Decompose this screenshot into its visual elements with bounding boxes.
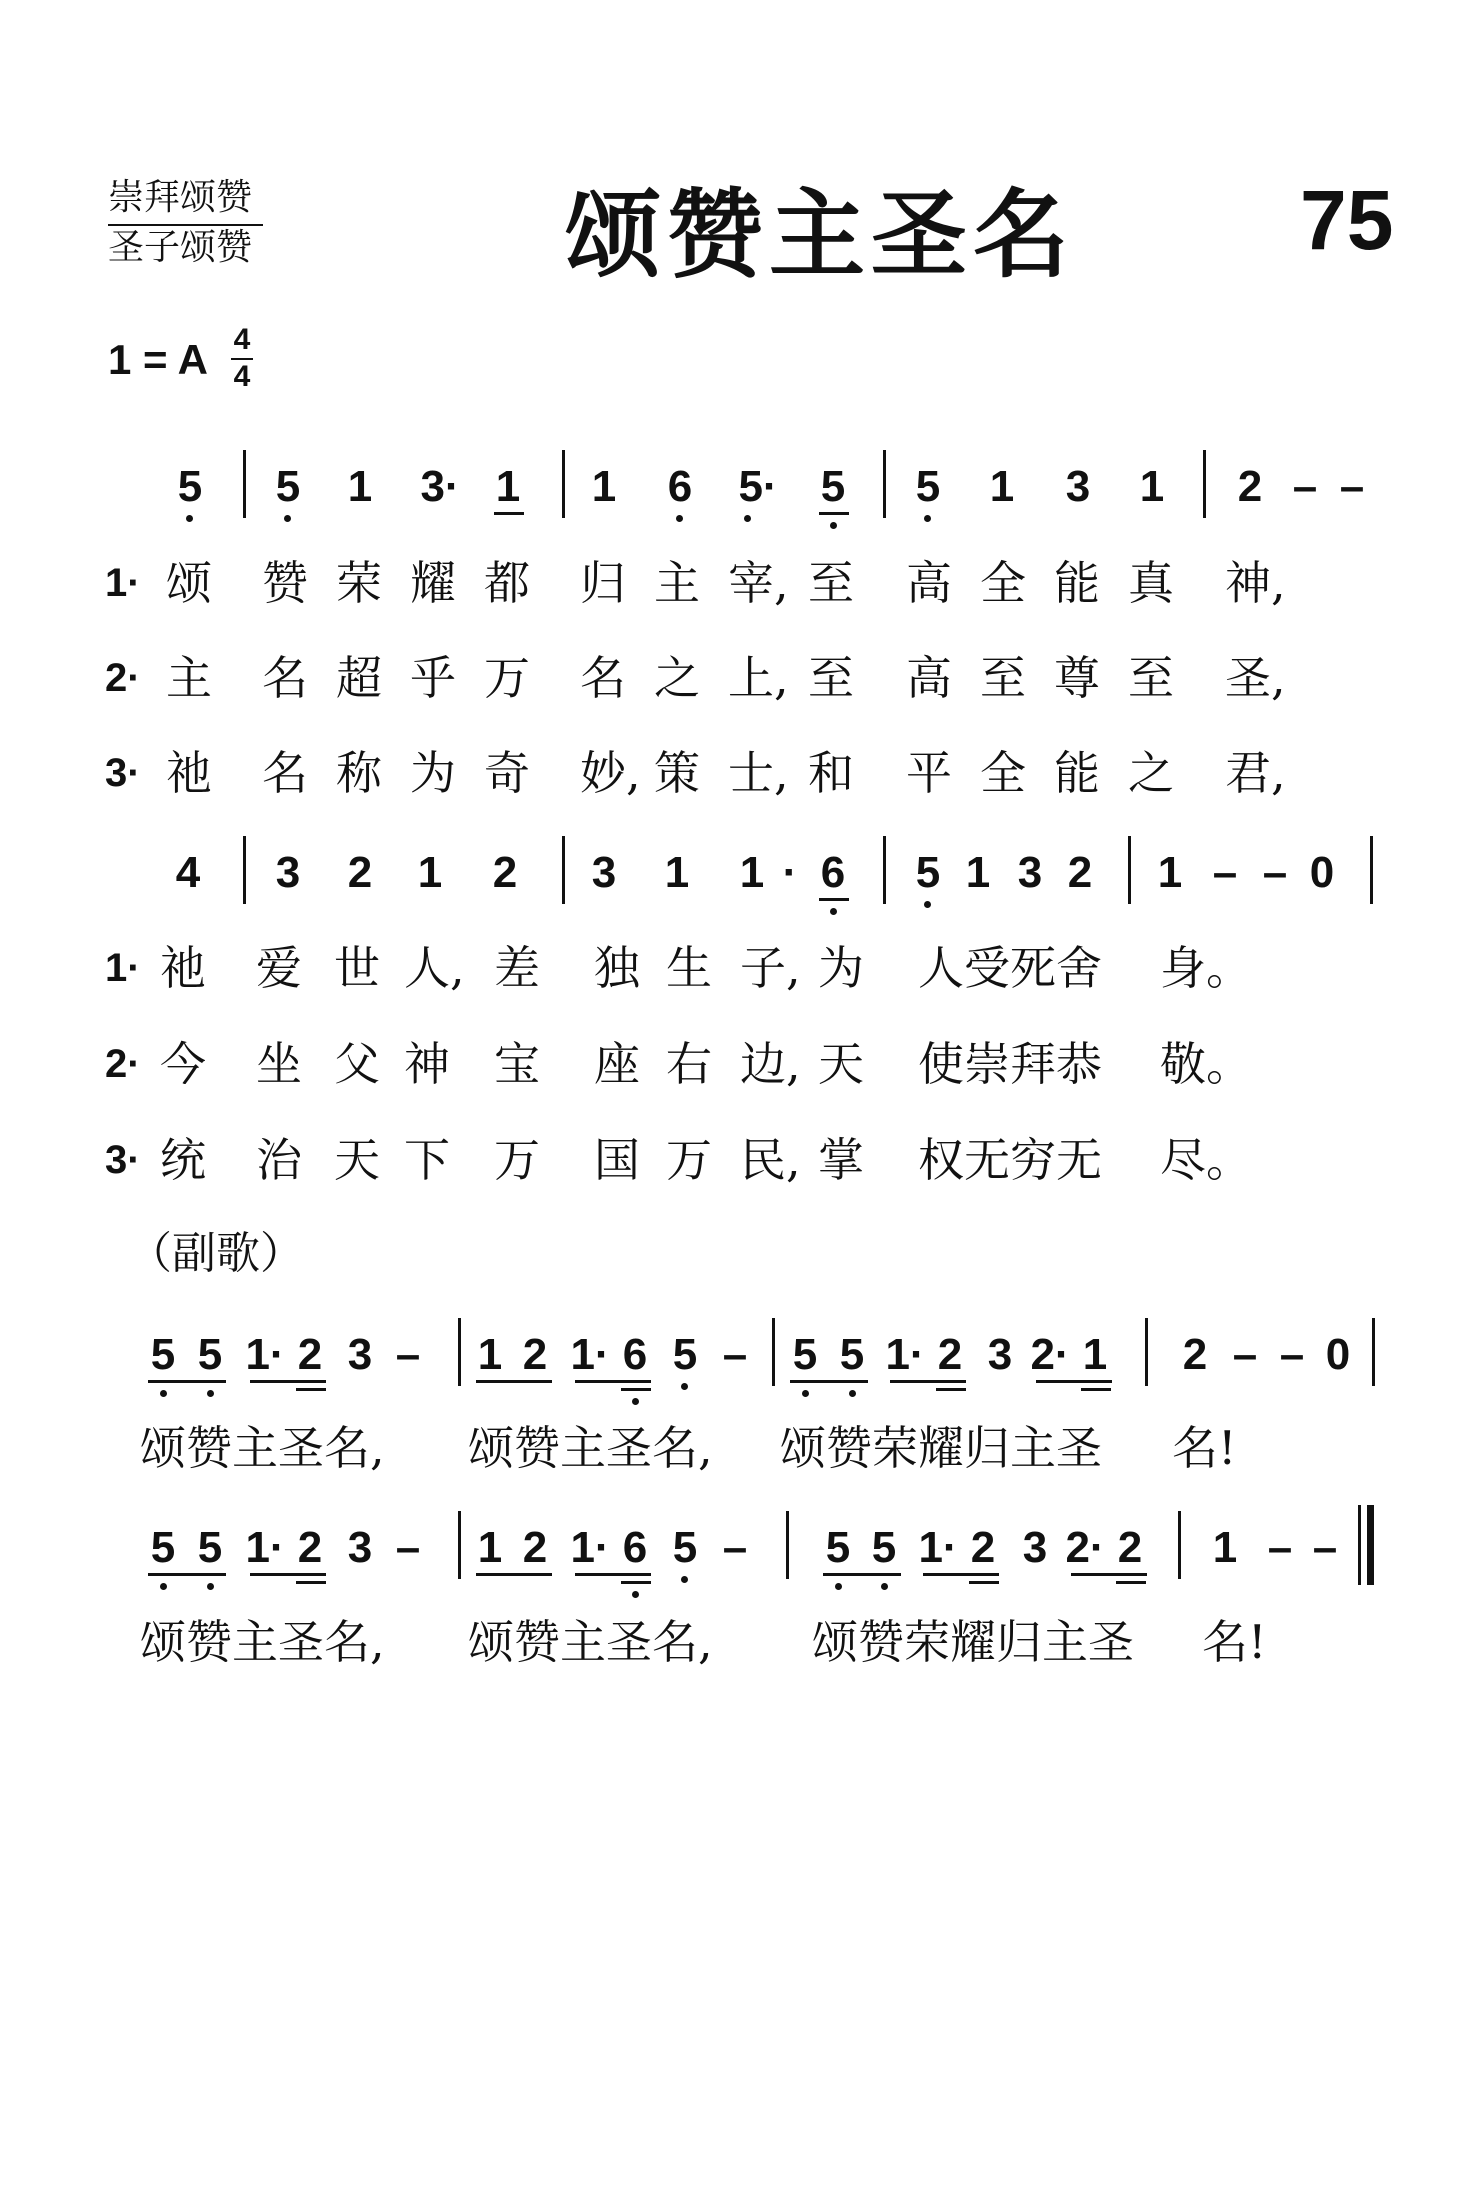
lyric: 之 [1128,746,1174,800]
lyric: 父 [334,1037,380,1091]
bar-line [243,836,246,904]
lyric: 生 [666,941,712,995]
note: 0 [1325,1330,1351,1379]
lyric: 和 [808,746,854,800]
note: 6 [820,848,846,897]
lower-octave-dot [160,1583,167,1590]
note: 3 [987,1330,1013,1379]
note: 1 [989,462,1015,511]
note: 2 [297,1330,323,1379]
lyric: 高 [906,556,952,610]
dash: – [722,1523,748,1572]
lyric: 今 [160,1037,206,1091]
dash: – [1267,1523,1293,1572]
lyric: 圣, [1225,651,1286,705]
note: 3· [420,462,460,511]
lower-octave-dot [830,522,837,529]
dash: – [1262,848,1288,897]
lyric: 归 [580,556,626,610]
note: 1 [347,462,373,511]
note: 1 [477,1523,503,1572]
bar-line [458,1511,461,1579]
note: 4 [175,848,201,897]
lyric: 坐 [256,1037,302,1091]
bar-line [1178,1511,1181,1579]
bar-line [1128,836,1131,904]
underline [819,898,849,901]
note: 5 [672,1523,698,1572]
lower-octave-dot [284,515,291,522]
underline [575,1380,651,1383]
note: 1· [570,1330,610,1379]
underline [296,1388,326,1391]
lyric: 至 [808,651,854,705]
lyric: 名 [580,651,626,705]
underline [575,1573,651,1576]
lyric: 权无穷无 [918,1133,1102,1187]
underline [296,1581,326,1584]
lower-octave-dot [835,1583,842,1590]
lyric: 爱 [256,941,302,995]
dot: · [782,848,798,897]
lower-octave-dot [681,1576,688,1583]
lyric: 尽。 [1160,1133,1252,1187]
underline [476,1573,552,1576]
lyric: 颂赞主圣名, [468,1615,713,1669]
underline [621,1581,651,1584]
category-bottom: 圣子颂赞 [108,227,253,268]
lyric: 之 [654,651,700,705]
dash: – [1212,848,1238,897]
note: 1 [1139,462,1165,511]
lyric: 妙, [580,746,641,800]
lyric: 名! [1172,1421,1237,1475]
lyric: 敬。 [1160,1037,1252,1091]
underline [890,1380,966,1383]
underline [819,512,849,515]
hymn-title: 颂赞主圣名 [565,179,1075,291]
lyric: 至 [980,651,1026,705]
final-bar-line-thin [1358,1505,1361,1585]
key-signature: 1 = A [108,336,208,383]
note: 2 [1182,1330,1208,1379]
bar-line [562,450,565,518]
lyric: 祂 [166,746,212,800]
note: 5 [792,1330,818,1379]
lyric: 至 [808,556,854,610]
verse-number: 1· [105,946,141,990]
note: 1· [245,1330,285,1379]
lyric: 人, [404,941,465,995]
note: 3 [347,1330,373,1379]
lyric: 全 [980,746,1026,800]
lyric: 差 [494,941,540,995]
lower-octave-dot [632,1398,639,1405]
lyric: 万 [494,1133,540,1187]
note: 3 [1022,1523,1048,1572]
verse-number: 3· [105,751,141,795]
underline [1071,1573,1147,1576]
note: 2 [522,1330,548,1379]
lyric: 天 [334,1133,380,1187]
bar-line [1372,1318,1375,1386]
note: 5 [820,462,846,511]
lyric: 尊 [1054,651,1100,705]
lyric: 主 [166,651,212,705]
note: 0 [1309,848,1335,897]
note: 2 [1237,462,1263,511]
note: 6 [622,1330,648,1379]
note: 1· [885,1330,925,1379]
dash: – [1232,1330,1258,1379]
lyric: 颂 [166,556,212,610]
bar-line [562,836,565,904]
lower-octave-dot [802,1390,809,1397]
bar-line [1203,450,1206,518]
note: 2 [937,1330,963,1379]
lyric: 奇 [484,746,530,800]
note: 5 [150,1330,176,1379]
note: 1· [918,1523,958,1572]
note: 1 [664,848,690,897]
lyric: 耀 [410,556,456,610]
bar-line [883,450,886,518]
lyric: 统 [160,1133,206,1187]
final-bar-line-thick [1367,1505,1374,1585]
underline [923,1573,999,1576]
underline [476,1380,552,1383]
note: 1 [1212,1523,1238,1572]
underline [790,1380,868,1383]
note: 5 [177,462,203,511]
underline [823,1573,901,1576]
note: 3 [1065,462,1091,511]
lyric: 为 [410,746,456,800]
lyric: 边, [740,1037,801,1091]
note: 1 [417,848,443,897]
note: 1 [965,848,991,897]
lower-octave-dot [186,515,193,522]
underline [494,512,524,515]
lyric: 真 [1128,556,1174,610]
note: 2 [347,848,373,897]
dash: – [1279,1330,1305,1379]
lower-octave-dot [744,515,751,522]
lyric: 天 [818,1037,864,1091]
note: 2· [1065,1523,1105,1572]
lyric: 颂赞荣耀归主圣 [780,1421,1102,1475]
lyric: 座 [594,1037,640,1091]
lyric: 祂 [160,941,206,995]
lyric: 能 [1054,556,1100,610]
lyric: 宰, [728,556,789,610]
lyric: 赞 [262,556,308,610]
underline [969,1581,999,1584]
dash: – [395,1330,421,1379]
lower-octave-dot [160,1390,167,1397]
verse-number: 1· [105,561,141,605]
lyric: 颂赞荣耀归主圣 [812,1615,1134,1669]
chorus-label: （副歌） [128,1228,304,1279]
lyric: 超 [336,651,382,705]
dash: – [1292,462,1318,511]
note: 5 [197,1330,223,1379]
lyric: 能 [1054,746,1100,800]
lyric: 荣 [336,556,382,610]
lyric: 民, [740,1133,801,1187]
category-top: 崇拜颂赞 [108,177,253,218]
lyric: 国 [594,1133,640,1187]
lyric: 颂赞主圣名, [140,1615,385,1669]
lyric: 世 [334,941,380,995]
lyric: 主 [654,556,700,610]
lower-octave-dot [676,515,683,522]
note: 1 [1082,1330,1108,1379]
bar-line [243,450,246,518]
dash: – [1312,1523,1338,1572]
underline [148,1380,226,1383]
note: 3 [347,1523,373,1572]
lyric: 名 [262,746,308,800]
note: 2 [970,1523,996,1572]
lyric: 人受死舍 [918,941,1102,995]
lyric: 名 [262,651,308,705]
lyric: 下 [404,1133,450,1187]
note: 2 [522,1523,548,1572]
note: 5 [839,1330,865,1379]
lyric: 子, [740,941,801,995]
underline [1036,1380,1112,1383]
lyric: 全 [980,556,1026,610]
bar-line [458,1318,461,1386]
dash: – [1339,462,1365,511]
note: 1 [477,1330,503,1379]
lyric: 身。 [1160,941,1252,995]
lower-octave-dot [207,1390,214,1397]
note: 5 [197,1523,223,1572]
lyric: 都 [484,556,530,610]
time-signature-bottom: 4 [233,360,251,393]
verse-number: 2· [105,1042,141,1086]
note: 5 [915,848,941,897]
bar-line [786,1511,789,1579]
lyric: 万 [666,1133,712,1187]
lyric: 颂赞主圣名, [140,1421,385,1475]
underline [1081,1388,1111,1391]
note: 2 [1117,1523,1143,1572]
note: 1 [1157,848,1183,897]
lyric: 右 [666,1037,712,1091]
note: 5 [150,1523,176,1572]
lower-octave-dot [849,1390,856,1397]
note: 2· [1030,1330,1070,1379]
note: 2 [1067,848,1093,897]
bar-line [883,836,886,904]
note: 2 [297,1523,323,1572]
lyric: 君, [1225,746,1286,800]
hymn-number: 75 [1300,173,1394,267]
note: 6 [667,462,693,511]
lyric: 称 [336,746,382,800]
time-signature-top: 4 [233,323,251,356]
bar-line [772,1318,775,1386]
underline [621,1388,651,1391]
note: 3 [275,848,301,897]
lyric: 名! [1202,1615,1267,1669]
lyric: 策 [654,746,700,800]
note: 5 [871,1523,897,1572]
lyric: 为 [818,941,864,995]
note: 1 [739,848,765,897]
lower-octave-dot [830,908,837,915]
underline [250,1573,326,1576]
lyric: 神 [404,1037,450,1091]
note: 5 [825,1523,851,1572]
lower-octave-dot [881,1583,888,1590]
underline [936,1388,966,1391]
bar-line [1370,836,1373,904]
lower-octave-dot [924,901,931,908]
lyric: 乎 [410,651,456,705]
lyric: 至 [1128,651,1174,705]
note: 5 [672,1330,698,1379]
verse-number: 2· [105,656,141,700]
lyric: 万 [484,651,530,705]
underline [1116,1581,1146,1584]
lyric: 治 [256,1133,302,1187]
underline [148,1573,226,1576]
note: 6 [622,1523,648,1572]
lyric: 独 [594,941,640,995]
note: 5 [275,462,301,511]
note: 5 [915,462,941,511]
note: 3 [1017,848,1043,897]
lower-octave-dot [924,515,931,522]
note: 1 [495,462,521,511]
lyric: 宝 [494,1037,540,1091]
lyric: 高 [906,651,952,705]
note: 1 [591,462,617,511]
underline [250,1380,326,1383]
verse-number: 3· [105,1138,141,1182]
note: 1· [570,1523,610,1572]
dash: – [722,1330,748,1379]
dash: – [395,1523,421,1572]
note: 3 [591,848,617,897]
lower-octave-dot [632,1591,639,1598]
lyric: 士, [728,746,789,800]
lyric: 神, [1225,556,1286,610]
lyric: 颂赞主圣名, [468,1421,713,1475]
lyric: 掌 [818,1133,864,1187]
note: 2 [492,848,518,897]
lyric: 使崇拜恭 [918,1037,1102,1091]
lower-octave-dot [681,1383,688,1390]
note: 5· [738,462,778,511]
lower-octave-dot [207,1583,214,1590]
lyric: 上, [728,651,789,705]
lyric: 平 [906,746,952,800]
note: 1· [245,1523,285,1572]
bar-line [1145,1318,1148,1386]
